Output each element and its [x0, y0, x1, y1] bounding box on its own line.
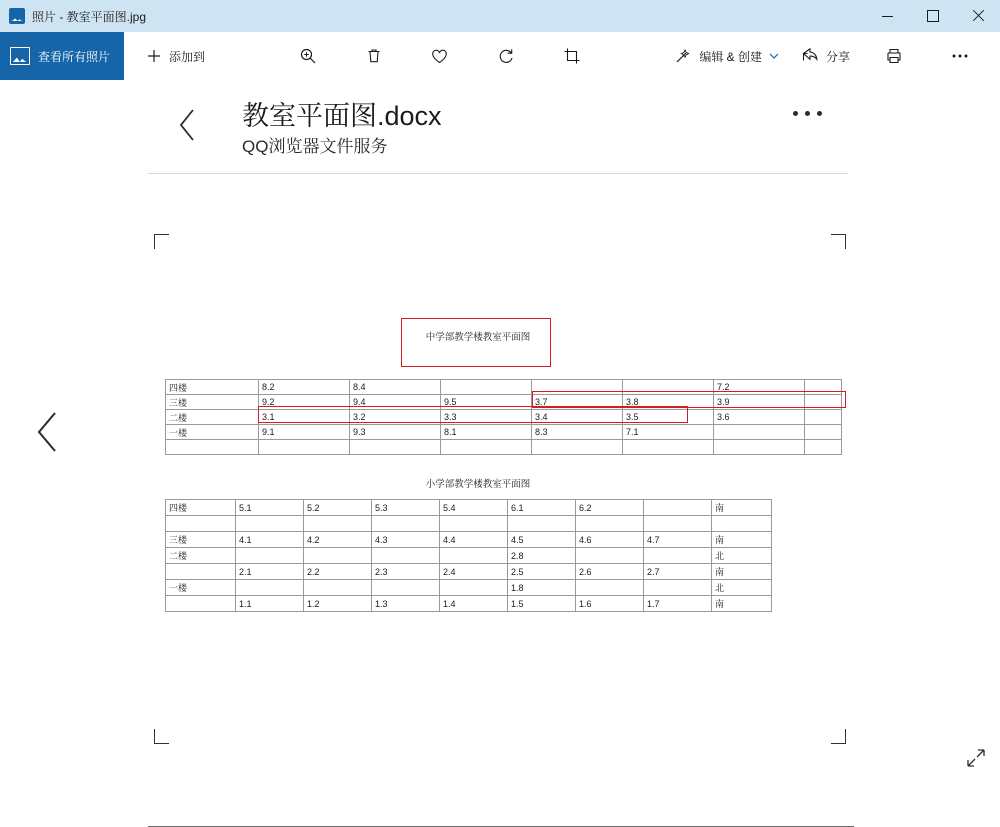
table-cell — [440, 548, 508, 564]
favorite-button[interactable] — [407, 32, 473, 80]
table-cell: 8.1 — [441, 425, 532, 440]
ellipsis-dot — [793, 111, 798, 116]
table-cell: 2.3 — [372, 564, 440, 580]
table-row — [166, 596, 772, 612]
table-cell — [350, 440, 441, 455]
table-cell: 5.3 — [372, 500, 440, 516]
crop-mark-top-right — [831, 234, 846, 249]
table-cell — [576, 548, 644, 564]
command-group-center — [275, 32, 605, 80]
table-cell: 5.2 — [304, 500, 372, 516]
table-cell — [714, 425, 805, 440]
table-row — [166, 564, 772, 580]
table-cell: 四楼 — [166, 380, 259, 395]
chevron-left-icon — [35, 410, 61, 454]
close-icon — [972, 10, 984, 22]
table-cell — [166, 516, 236, 532]
table-row — [166, 548, 772, 564]
share-label: 分享 — [826, 49, 851, 64]
table-cell — [304, 548, 372, 564]
print-button[interactable] — [861, 32, 927, 80]
command-group-left — [124, 32, 216, 80]
table-cell: 三楼 — [166, 532, 236, 548]
table-cell: 南 — [712, 500, 772, 516]
table-cell — [441, 440, 532, 455]
table-cell: 1.5 — [508, 596, 576, 612]
table-cell: 南 — [712, 596, 772, 612]
resize-handle[interactable] — [966, 748, 986, 773]
table-cell: 5.1 — [236, 500, 304, 516]
table-cell: 4.3 — [372, 532, 440, 548]
table-cell — [372, 580, 440, 596]
table-cell: 4.4 — [440, 532, 508, 548]
table-cell — [805, 440, 842, 455]
see-all-photos-label: 查看所有照片 — [38, 49, 111, 64]
minimize-button[interactable] — [865, 0, 910, 32]
table-cell: 9.4 — [350, 395, 441, 410]
table-cell — [166, 564, 236, 580]
table-cell — [441, 380, 532, 395]
document-more-button[interactable] — [793, 111, 822, 116]
table-row — [166, 440, 842, 455]
trash-icon — [365, 47, 383, 65]
table-middle-school — [165, 379, 842, 455]
table-cell — [304, 580, 372, 596]
table-row — [166, 425, 842, 440]
table-cell: 3.5 — [623, 410, 714, 425]
table-cell: 1.3 — [372, 596, 440, 612]
table-cell: 9.5 — [441, 395, 532, 410]
command-bar-spacer-left — [216, 32, 275, 80]
add-to-button[interactable] — [124, 32, 216, 80]
table-cell — [576, 580, 644, 596]
table-cell: 8.2 — [259, 380, 350, 395]
table-cell — [576, 516, 644, 532]
table-cell: 5.4 — [440, 500, 508, 516]
table-cell: 4.7 — [644, 532, 712, 548]
rotate-icon — [497, 47, 515, 65]
chevron-left-icon — [178, 108, 198, 142]
table-cell — [644, 516, 712, 532]
table-cell — [714, 440, 805, 455]
table-cell — [259, 440, 350, 455]
maximize-icon — [927, 10, 939, 22]
table-cell: 1.7 — [644, 596, 712, 612]
photos-app-icon — [9, 8, 25, 24]
crop-button[interactable] — [539, 32, 605, 80]
table-cell: 3.1 — [259, 410, 350, 425]
close-button[interactable] — [955, 0, 1000, 32]
ellipsis-dot — [805, 111, 810, 116]
table-cell: 9.1 — [259, 425, 350, 440]
table-cell — [805, 395, 842, 410]
command-bar — [0, 32, 1000, 81]
table-cell: 3.2 — [350, 410, 441, 425]
see-all-photos-button[interactable] — [0, 32, 124, 80]
table-cell — [508, 516, 576, 532]
table-row — [166, 516, 772, 532]
table-row — [166, 380, 842, 395]
table-cell: 4.6 — [576, 532, 644, 548]
edit-create-label: 编辑 & 创建 — [699, 49, 762, 64]
table-row — [166, 532, 772, 548]
command-bar-spacer-right — [605, 32, 664, 80]
table-cell: 3.8 — [623, 395, 714, 410]
table-row — [166, 410, 842, 425]
table-cell — [644, 500, 712, 516]
table-cell: 三楼 — [166, 395, 259, 410]
table-cell: 1.6 — [576, 596, 644, 612]
caption-primary-school: 小学部教学楼教室平面图 — [425, 479, 531, 490]
document-title: 教室平面图.docx — [242, 101, 442, 131]
previous-photo-button[interactable] — [28, 402, 68, 462]
ellipsis-dot — [817, 111, 822, 116]
table-cell: 南 — [712, 564, 772, 580]
table-cell — [372, 548, 440, 564]
table-row — [166, 580, 772, 596]
table-cell: 2.5 — [508, 564, 576, 580]
ellipsis-icon — [951, 53, 969, 59]
table-cell: 8.3 — [532, 425, 623, 440]
table-cell: 一楼 — [166, 425, 259, 440]
document-back-button[interactable] — [178, 108, 198, 147]
document-body — [148, 159, 860, 783]
share-button[interactable] — [790, 32, 861, 80]
table-cell: 2.2 — [304, 564, 372, 580]
table-cell — [623, 380, 714, 395]
crop-mark-top-left — [154, 234, 169, 249]
edit-create-button[interactable] — [663, 32, 790, 80]
table-cell — [712, 516, 772, 532]
table-cell: 二楼 — [166, 410, 259, 425]
table-cell — [805, 410, 842, 425]
table-cell — [644, 580, 712, 596]
table-cell: 3.4 — [532, 410, 623, 425]
table-cell: 3.7 — [532, 395, 623, 410]
zoom-button[interactable] — [275, 32, 341, 80]
table-cell: 3.6 — [714, 410, 805, 425]
crop-mark-bottom-left — [154, 729, 169, 744]
table-cell — [532, 380, 623, 395]
table-cell: 6.1 — [508, 500, 576, 516]
table-cell: 北 — [712, 580, 772, 596]
chevron-down-icon — [769, 51, 779, 61]
table-cell — [304, 516, 372, 532]
printer-icon — [885, 47, 903, 65]
table-cell: 3.9 — [714, 395, 805, 410]
table-cell: 7.1 — [623, 425, 714, 440]
delete-button[interactable] — [341, 32, 407, 80]
table-cell — [440, 516, 508, 532]
table-cell: 4.5 — [508, 532, 576, 548]
share-icon — [801, 47, 819, 65]
table-cell — [372, 516, 440, 532]
table-cell: 南 — [712, 532, 772, 548]
image-viewer[interactable] — [0, 81, 1000, 783]
caption-middle-school: 中学部教学楼教室平面图 — [425, 332, 531, 343]
table-cell: 四楼 — [166, 500, 236, 516]
table-cell: 2.6 — [576, 564, 644, 580]
table-cell: 2.8 — [508, 548, 576, 564]
table-cell — [805, 425, 842, 440]
expand-arrows-icon — [966, 748, 986, 768]
magic-wand-icon — [674, 47, 692, 65]
table-cell: 2.7 — [644, 564, 712, 580]
photo-content — [148, 81, 860, 783]
magnifier-icon — [299, 47, 317, 65]
table-cell: 北 — [712, 548, 772, 564]
table-cell: 8.4 — [350, 380, 441, 395]
maximize-button[interactable] — [910, 0, 955, 32]
table-cell: 4.1 — [236, 532, 304, 548]
minimize-icon — [882, 16, 893, 17]
more-options-button[interactable] — [927, 32, 1000, 80]
table-cell — [644, 548, 712, 564]
table-cell — [236, 516, 304, 532]
table-primary-school — [165, 499, 772, 612]
table-cell — [440, 580, 508, 596]
table-row — [166, 395, 842, 410]
table-cell — [623, 440, 714, 455]
table-cell: 9.3 — [350, 425, 441, 440]
document-subtitle: QQ浏览器文件服务 — [242, 137, 388, 156]
table-cell: 3.3 — [441, 410, 532, 425]
window-controls — [865, 0, 1000, 32]
table-cell: 1.4 — [440, 596, 508, 612]
rotate-button[interactable] — [473, 32, 539, 80]
crop-icon — [563, 47, 581, 65]
table-cell: 2.4 — [440, 564, 508, 580]
add-to-label: 添加到 — [169, 49, 206, 64]
table-cell — [236, 548, 304, 564]
table-row — [166, 500, 772, 516]
table-cell: 1.2 — [304, 596, 372, 612]
table-cell — [532, 440, 623, 455]
photo-collection-icon — [10, 47, 30, 65]
table-cell — [166, 440, 259, 455]
command-group-right — [663, 32, 1000, 80]
table-cell — [166, 596, 236, 612]
table-cell — [805, 380, 842, 395]
window-titlebar — [0, 0, 1000, 32]
table-cell: 4.2 — [304, 532, 372, 548]
table-cell: 1.8 — [508, 580, 576, 596]
crop-mark-bottom-right — [831, 729, 846, 744]
table-cell: 一楼 — [166, 580, 236, 596]
heart-icon — [430, 47, 449, 66]
table-cell: 2.1 — [236, 564, 304, 580]
table-cell: 9.2 — [259, 395, 350, 410]
plus-icon — [146, 48, 162, 64]
table-cell — [236, 580, 304, 596]
table-cell: 6.2 — [576, 500, 644, 516]
window-title: 照片 - 教室平面图.jpg — [32, 9, 147, 24]
table-cell: 1.1 — [236, 596, 304, 612]
table-cell: 二楼 — [166, 548, 236, 564]
table-cell: 7.2 — [714, 380, 805, 395]
